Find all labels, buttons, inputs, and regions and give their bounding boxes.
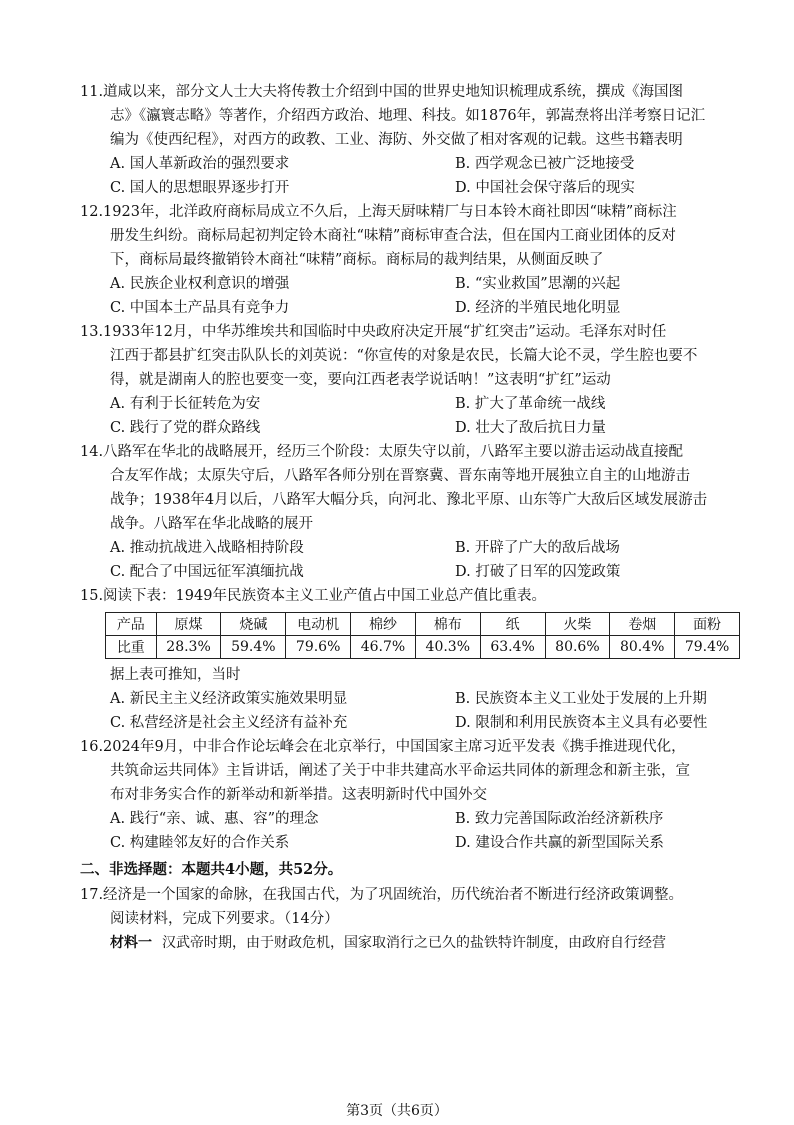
question-15-options (110, 687, 740, 735)
table-cell: 79.6% (286, 636, 351, 659)
question-13-line-2: 江西于都县扩红突击队队长的刘英说：“你宣传的对象是农民，长篇大论不灵，学生腔也要不 (110, 348, 698, 364)
table-cell: 棉布 (415, 613, 480, 636)
material-one (110, 931, 740, 955)
option-b: B. 西学观念已被广泛地接受 (455, 156, 635, 172)
question-17-line-2: 阅读材料，完成下列要求。（14分） (110, 911, 339, 927)
option-d: D. 建设合作共赢的新型国际关系 (455, 835, 664, 851)
table-cell: 79.4% (675, 636, 740, 659)
table-cell: 卷烟 (610, 613, 675, 636)
table-cell: 63.4% (480, 636, 545, 659)
question-13-line-3: 得，就是湖南人的腔也要变一变，要向江西老表学说话呐！”这表明“扩红”运动 (110, 372, 611, 388)
question-16-line-3: 布对非务实合作的新举动和新举措。这表明新时代中国外交 (110, 787, 487, 803)
option-a: A. 民族企业权利意识的增强 (110, 276, 290, 292)
question-12-line-2: 册发生纠纷。商标局起初判定铃木商社“味精”商标审查合法，但在国内工商业团体的反对 (110, 228, 676, 244)
table-header-row (106, 613, 740, 636)
question-13 (80, 320, 740, 440)
question-17 (80, 883, 740, 955)
table-cell: 原煤 (156, 613, 221, 636)
question-15-prompt: 据上表可推知，当时 (110, 667, 241, 683)
option-b: B. 扩大了革命统一战线 (455, 396, 606, 412)
option-d: D. 打破了日军的囚笼政策 (455, 564, 621, 580)
option-b: B. “实业救国”思潮的兴起 (455, 276, 621, 292)
question-14 (80, 440, 740, 584)
option-a: A. 践行“亲、诚、惠、容”的理念 (110, 811, 319, 827)
question-16-line-2: 共筑命运共同体》主旨讲话，阐述了关于中非共建高水平命运共同体的新理念和新主张，宣 (110, 763, 690, 779)
question-17-line-1: 17.经济是一个国家的命脉，在我国古代，为了巩固统治，历代统治者不断进行经济政策调整。 (80, 887, 684, 903)
question-12 (80, 200, 740, 320)
option-d: D. 限制和利用民族资本主义具有必要性 (455, 715, 708, 731)
question-14-line-2: 合友军作战；太原失守后，八路军各师分别在晋察冀、晋东南等地开展独立自主的山地游击 (110, 468, 690, 484)
option-c: C. 中国本土产品具有竞争力 (110, 300, 290, 316)
table-cell: 火柴 (545, 613, 610, 636)
option-d: D. 中国社会保守落后的现实 (455, 180, 635, 196)
table-cell: 电动机 (286, 613, 351, 636)
table-cell: 46.7% (351, 636, 416, 659)
table-cell: 28.3% (156, 636, 221, 659)
table-cell: 比重 (106, 636, 157, 659)
question-14-options (110, 536, 740, 584)
exam-page (80, 80, 740, 955)
table-cell: 棉纱 (351, 613, 416, 636)
question-11 (80, 80, 740, 200)
option-b: B. 开辟了广大的敌后战场 (455, 540, 620, 556)
table-row (106, 636, 740, 659)
material-label: 材料一 (110, 935, 152, 951)
option-a: A. 有利于长征转危为安 (110, 396, 261, 412)
question-13-options (110, 392, 740, 440)
question-15-line-1: 15.阅读下表：1949年民族资本主义工业产值占中国工业总产值比重表。 (80, 588, 546, 604)
question-11-line-3: 编为《使西纪程》，对西方的政教、工业、海防、外交做了相对客观的记载。这些书籍表明 (110, 132, 683, 148)
option-c: C. 践行了党的群众路线 (110, 420, 261, 436)
option-c: C. 私营经济是社会主义经济有益补充 (110, 715, 348, 731)
table-cell: 面粉 (675, 613, 740, 636)
page-footer: 第3页（共6页） (346, 1103, 448, 1119)
question-16-options (110, 807, 740, 855)
option-a: A. 新民主主义经济政策实施效果明显 (110, 691, 348, 707)
option-c: C. 构建睦邻友好的合作关系 (110, 835, 290, 851)
table-cell: 80.4% (610, 636, 675, 659)
material-text: 汉武帝时期，由于财政危机，国家取消行之已久的盐铁特许制度，由政府自行经营 (162, 935, 666, 951)
section-heading: 二、非选择题：本题共4小题，共52分。 (80, 861, 343, 878)
option-d: D. 经济的半殖民地化明显 (455, 300, 621, 316)
question-12-line-3: 下，商标局最终撤销铃木商社“味精”商标。商标局的裁判结果，从侧面反映了 (110, 252, 604, 268)
table-cell: 80.6% (545, 636, 610, 659)
question-12-options (110, 272, 740, 320)
table-cell: 纸 (480, 613, 545, 636)
option-a: A. 国人革新政治的强烈要求 (110, 156, 290, 172)
table-cell: 产品 (106, 613, 157, 636)
option-a: A. 推动抗战进入战略相持阶段 (110, 540, 304, 556)
question-11-line-2: 志》《瀛寰志略》等著作，介绍西方政治、地理、科技。如1876年，郭嵩焘将出洋考察日记汇 (110, 108, 706, 124)
option-b: B. 民族资本主义工业处于发展的上升期 (455, 691, 707, 707)
production-share-table (105, 612, 740, 659)
question-12-line-1: 12.1923年，北洋政府商标局成立不久后，上海天厨味精厂与日本铃木商社即因“味精”商标注 (80, 204, 677, 220)
question-14-line-4: 战争。八路军在华北战略的展开 (110, 516, 313, 532)
table-cell: 59.4% (221, 636, 286, 659)
table-cell: 40.3% (415, 636, 480, 659)
table-cell: 烧碱 (221, 613, 286, 636)
question-15 (80, 584, 740, 735)
question-11-options (110, 152, 740, 200)
option-c: C. 配合了中国远征军滇缅抗战 (110, 564, 304, 580)
question-14-line-3: 战争；1938年4月以后，八路军大幅分兵，向河北、豫北平原、山东等广大敌后区域发展游击 (110, 492, 708, 508)
question-16 (80, 735, 740, 855)
question-11-line-1: 11.道咸以来，部分文人士大夫将传教士介绍到中国的世界史地知识梳理成系统，撰成《海国图 (80, 84, 684, 100)
question-16-line-1: 16.2024年9月，中非合作论坛峰会在北京举行，中国国家主席习近平发表《携手推进现代化， (80, 739, 686, 755)
option-c: C. 国人的思想眼界逐步打开 (110, 180, 290, 196)
option-b: B. 致力完善国际政治经济新秩序 (455, 811, 664, 827)
question-13-line-1: 13.1933年12月，中华苏维埃共和国临时中央政府决定开展“扩红突击”运动。毛泽东对时任 (80, 324, 667, 340)
option-d: D. 壮大了敌后抗日力量 (455, 420, 606, 436)
question-14-line-1: 14.八路军在华北的战略展开，经历三个阶段：太原失守以前，八路军主要以游击运动战直接配 (80, 444, 684, 460)
